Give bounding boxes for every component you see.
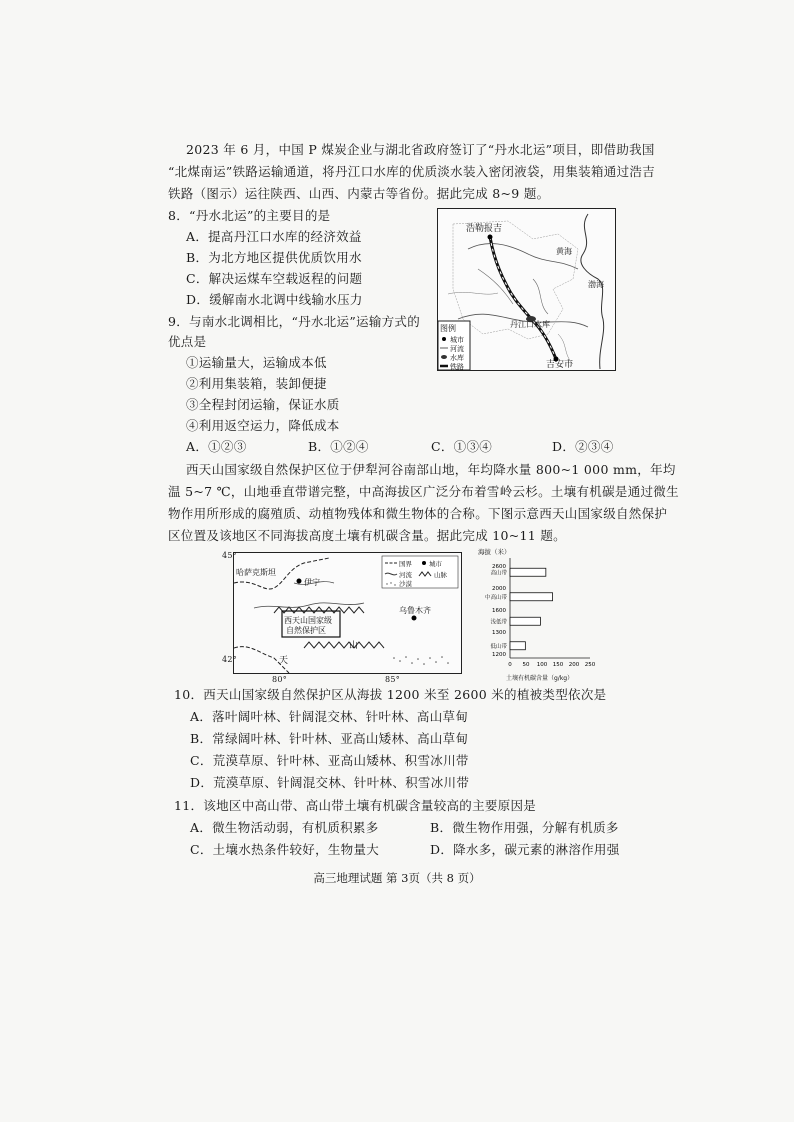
q10-option-d: D．荒漠草原、针阔混交林、针叶林、积雪冰川带 (190, 775, 470, 790)
label-reserve-line2: 自然保护区 (286, 626, 326, 635)
q9-option-c: C．①③④ (431, 439, 493, 454)
map2-lon-right: 85° (385, 675, 401, 684)
chart-category-label: 低山带 (490, 643, 507, 650)
chart-bar (510, 593, 553, 601)
map1-drawing (438, 209, 615, 370)
q8-option-b: B．为北方地区提供优质饮用水 (186, 250, 362, 265)
q11-option-c: C．土壤水热条件较好，生物量大 (190, 842, 380, 857)
city-marker-urumqi (412, 616, 417, 621)
chart-x-tick: 250 (584, 662, 596, 668)
map2-legend-river: 河流 (399, 571, 412, 579)
chart-y-tick: 1600 (492, 608, 506, 614)
label-haoleji: 浩勒报吉 (466, 224, 503, 234)
q11-stem: 11．该地区中高山带、高山带土壤有机碳含量较高的主要原因是 (174, 798, 537, 813)
map2-legend-border: 国界 (399, 560, 412, 568)
chart-y-tick: 1200 (492, 652, 506, 658)
intro2-line4: 区位置及该地区不同海拔高度土壤有机碳含量。据此完成 10~11 题。 (168, 528, 566, 543)
page-footer: 高三地理试题 第 3页（共 8 页） (313, 871, 481, 885)
chart-ylabel: 海拔（米） (478, 548, 511, 556)
q8-option-d: D．缓解南水北调中线输水压力 (186, 292, 363, 307)
legend-city-icon-2 (422, 561, 426, 565)
chart-y-tick: 2600 (492, 564, 506, 570)
q9-stem-line2: 优点是 (168, 334, 207, 349)
legend-city-icon (442, 337, 446, 341)
q10-option-b: B．常绿阔叶林、针叶林、亚高山矮林、高山草甸 (190, 731, 469, 746)
chart-y-tick: 2000 (492, 586, 506, 592)
map2-legend-desert: 沙漠 (399, 580, 412, 588)
intro2-line1: 西天山国家级自然保护区位于伊犁河谷南部山地，年均降水量 800~1 000 mm，年均 (186, 462, 676, 477)
label-jian: 吉安市 (546, 360, 574, 370)
map2-drawing (234, 553, 461, 673)
chart-x-tick: 100 (536, 662, 548, 668)
soil-carbon-chart (476, 546, 596, 686)
q9-statement-2: ②利用集装箱，装卸便捷 (186, 376, 327, 391)
map2-lon-left: 80° (272, 675, 288, 684)
q8-option-a: A．提高丹江口水库的经济效益 (186, 229, 362, 244)
intro2-line2: 温 5~7 ℃，山地垂直带谱完整，中高海拔区广泛分布着雪岭云杉。土壤有机碳是通过微生 (168, 484, 679, 499)
q11-option-a: A．微生物活动弱，有机质积累多 (190, 820, 379, 835)
city-marker-haoleji (488, 235, 493, 240)
q11-option-d: D．降水多，碳元素的淋溶作用强 (430, 842, 620, 857)
chart-bar (510, 568, 546, 576)
chart-category-label: 中高山带 (484, 594, 507, 601)
q9-option-b: B．①②④ (308, 439, 369, 454)
q8-option-c: C．解决运煤车空载返程的问题 (186, 271, 363, 286)
q10-option-a: A．落叶阔叶林、针阔混交林、针叶林、高山草甸 (190, 709, 469, 724)
chart-bar (510, 642, 525, 650)
map2-lat-bottom: 42° (222, 655, 238, 664)
q9-option-a: A．①②③ (186, 439, 247, 454)
label-sea-huanghai: 黄海 (556, 247, 572, 256)
map1-legend-title: 图例 (440, 324, 456, 333)
q10-stem: 10．西天山国家级自然保护区从海拔 1200 米至 2600 米的植被类型依次是 (174, 687, 607, 702)
label-shan: 山 (349, 641, 359, 651)
map2-legend-mountain: 山脉 (434, 571, 447, 579)
intro1-line2: “北煤南运”铁路运输通道，将丹江口水库的优质淡水装入密闭液袋，用集装箱通过浩吉 (168, 164, 655, 179)
chart-x-tick: 150 (552, 662, 564, 668)
chart-x-tick: 200 (568, 662, 580, 668)
legend-reservoir-icon (441, 355, 447, 359)
q8-stem: 8．“丹水北运”的主要目的是 (168, 208, 331, 223)
map1-legend-railway: 铁路 (450, 363, 464, 370)
q10-option-c: C．荒漠草原、针叶林、亚高山矮林、积雪冰川带 (190, 753, 469, 768)
map1-legend-city: 城市 (450, 336, 464, 344)
chart-svg (476, 546, 596, 686)
q9-statement-4: ④利用返空运力，降低成本 (186, 418, 340, 433)
chart-x-tick: 50 (522, 662, 530, 668)
label-tian: 天 (279, 656, 289, 666)
city-marker-yining (297, 579, 302, 584)
intro2-line3: 物作用所形成的腐殖质、动植物残体和微生物体的合称。下图示意西天山国家级自然保护 (168, 506, 668, 521)
q9-stem-line1: 9．与南水北调相比，“丹水北运”运输方式的 (168, 314, 421, 329)
intro1-line1: 2023 年 6 月，中国 P 煤炭企业与湖北省政府签订了“丹水北运”项目，即借助我国 (186, 142, 655, 157)
map1-legend-river: 河流 (450, 345, 464, 353)
chart-y-tick: 1300 (492, 630, 506, 636)
desert-pattern (393, 656, 449, 665)
chart-bar (510, 617, 540, 625)
map1-legend-reservoir: 水库 (450, 354, 464, 362)
label-kazakhstan: 哈萨克斯坦 (236, 568, 276, 577)
chart-category-label: 浅低带 (490, 619, 507, 626)
west-tianshan-map (233, 552, 462, 674)
q9-statement-1: ①运输量大，运输成本低 (186, 355, 327, 370)
intro1-line3: 铁路（图示）运往陕西、山西、内蒙古等省份。据此完成 8~9 题。 (168, 186, 550, 201)
chart-category-label: 高山带 (490, 570, 507, 577)
q9-option-d: D．②③④ (552, 439, 614, 454)
label-sea-bohai: 渤海 (588, 280, 604, 289)
chart-xlabel: 土壤有机碳含量（g/kg） (506, 675, 574, 682)
q9-statement-3: ③全程封闭运输，保证水质 (186, 397, 340, 412)
label-reserve-line1: 西天山国家级 (284, 616, 332, 625)
map2-lat-top: 45° (222, 551, 238, 560)
haoji-railway-map (437, 208, 616, 371)
label-yining: 伊宁 (304, 578, 320, 587)
map2-legend-city: 城市 (429, 560, 442, 568)
label-urumqi: 乌鲁木齐 (399, 606, 431, 615)
q11-option-b: B．微生物作用强，分解有机质多 (430, 820, 619, 835)
chart-x-tick: 0 (508, 662, 512, 668)
label-danjiangkou: 丹江口水库 (510, 320, 550, 329)
